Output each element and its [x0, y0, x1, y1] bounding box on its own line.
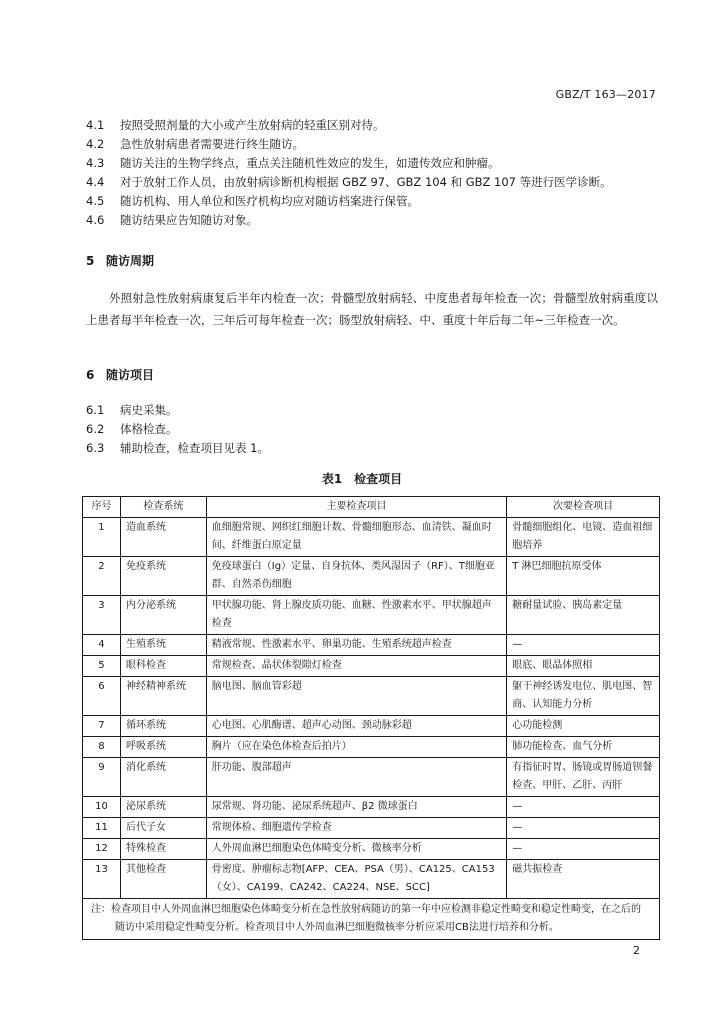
cell-no: 13	[83, 860, 121, 899]
cell-no: 4	[83, 635, 121, 656]
table-row	[83, 860, 660, 899]
cell-system: 造血系统	[120, 518, 206, 557]
table-note-cell	[83, 899, 660, 940]
table-caption	[0, 470, 724, 487]
clause-number: 4.5	[86, 194, 105, 208]
cell-main: 甲状腺功能、肾上腺皮质功能、血糖、性激素水平、甲状腺超声检查	[206, 596, 506, 635]
table-row	[83, 518, 660, 557]
standard-code: GBZ/T 163—2017	[555, 88, 656, 101]
cell-no: 10	[83, 797, 121, 818]
cell-secondary: 肺功能检查、血气分析	[507, 737, 660, 758]
table-row	[83, 839, 660, 860]
clause-6-2	[86, 420, 656, 439]
cell-secondary: —	[507, 797, 660, 818]
cell-system: 后代子女	[120, 818, 206, 839]
clause-number: 4.3	[86, 156, 105, 170]
cell-no: 9	[83, 758, 121, 797]
cell-no: 6	[83, 677, 121, 716]
cell-main: 尿常规、肾功能、泌尿系统超声、β2 微球蛋白	[206, 797, 506, 818]
table-note: 注：检查项目中人外周血淋巴细胞染色体畸变分析在急性放射病随访的第一年中应检测非稳定性畸变和稳定性畸变，在之后的随访中采用稳定性畸变分析。检查项目中人外周血淋巴细胞微核率分析应采用CB法进行培养和分析。	[91, 904, 641, 933]
clause-number: 6.1	[86, 403, 105, 417]
cell-system: 免疫系统	[120, 557, 206, 596]
table-row	[83, 557, 660, 596]
inspection-items-table	[82, 496, 660, 940]
cell-secondary: 心功能检测	[507, 716, 660, 737]
clause-text: 按照受照剂量的大小或产生放射病的轻重区别对待。	[120, 118, 385, 132]
clause-4-5	[86, 192, 656, 211]
cell-system: 特殊检查	[120, 839, 206, 860]
clause-text: 随访关注的生物学终点，重点关注随机性效应的发生，如遗传效应和肿瘤。	[120, 156, 500, 170]
clause-6-3	[86, 439, 656, 458]
section-6-heading	[86, 366, 154, 383]
clause-number: 4.2	[86, 137, 105, 151]
cell-no: 5	[83, 656, 121, 677]
table-row	[83, 596, 660, 635]
clause-text: 随访结果应告知随访对象。	[120, 213, 258, 227]
cell-no: 1	[83, 518, 121, 557]
cell-secondary: —	[507, 635, 660, 656]
section-title: 随访项目	[106, 368, 155, 382]
section-5-heading	[86, 252, 154, 269]
cell-main: 血细胞常规、网织红细胞计数、骨髓细胞形态、血清铁、凝血时间、纤维蛋白原定量	[206, 518, 506, 557]
cell-main: 常规检查、晶状体裂隙灯检查	[206, 656, 506, 677]
clause-text: 随访机构、用人单位和医疗机构均应对随访档案进行保管。	[120, 194, 419, 208]
clause-4-6	[86, 211, 656, 230]
clause-number: 4.1	[86, 118, 105, 132]
cell-no: 12	[83, 839, 121, 860]
section-6-clauses	[86, 401, 656, 458]
clause-text: 对于放射工作人员，由放射病诊断机构根据 GBZ 97、GBZ 104 和 GBZ 107 等进行医学诊断。	[120, 175, 612, 189]
cell-secondary: 眼底、眼晶体照相	[507, 656, 660, 677]
table-row	[83, 677, 660, 716]
table-row	[83, 797, 660, 818]
cell-secondary: T 淋巴细胞抗原受体	[507, 557, 660, 596]
clause-number: 4.4	[86, 175, 105, 189]
cell-no: 3	[83, 596, 121, 635]
clause-4-1	[86, 116, 656, 135]
section-title: 随访周期	[106, 254, 155, 268]
clause-4-2	[86, 135, 656, 154]
cell-system: 内分泌系统	[120, 596, 206, 635]
clause-number: 6.2	[86, 422, 105, 436]
section-number: 6	[86, 368, 95, 382]
cell-system: 消化系统	[120, 758, 206, 797]
cell-secondary: 磁共振检查	[507, 860, 660, 899]
cell-main: 骨密度、肿瘤标志物[AFP、CEA、PSA（男）、CA125、CA153（女）、CA199、CA242、CA224、NSE、SCC]	[206, 860, 506, 899]
cell-system: 生殖系统	[120, 635, 206, 656]
cell-main: 脑电图、脑血管彩超	[206, 677, 506, 716]
cell-system: 眼科检查	[120, 656, 206, 677]
clause-number: 6.3	[86, 441, 105, 455]
table-row	[83, 737, 660, 758]
cell-main: 精液常规、性激素水平、卵巢功能、生殖系统超声检查	[206, 635, 506, 656]
clause-4-4	[86, 173, 656, 192]
table-row	[83, 656, 660, 677]
cell-no: 8	[83, 737, 121, 758]
table-title: 检查项目	[354, 472, 403, 486]
table-note-row	[83, 899, 660, 940]
clause-number: 4.6	[86, 213, 105, 227]
clause-text: 病史采集。	[120, 403, 178, 417]
cell-no: 7	[83, 716, 121, 737]
section-5-paragraph: 外照射急性放射病康复后半年内检查一次；骨髓型放射病轻、中度患者每年检查一次；骨髓型放射病重度以上患者每半年检查一次，三年后可每年检查一次；肠型放射病轻、中、重度十年后每二年~三年检查一次。	[86, 291, 658, 327]
clause-4-3	[86, 154, 656, 173]
cell-system: 泌尿系统	[120, 797, 206, 818]
table-row	[83, 758, 660, 797]
cell-system: 神经精神系统	[120, 677, 206, 716]
cell-secondary: 躯干神经诱发电位、肌电图、智商、认知能力分析	[507, 677, 660, 716]
cell-main: 胸片（应在染色体检查后拍片）	[206, 737, 506, 758]
section-number: 5	[86, 254, 95, 268]
cell-secondary: 有指征时胃、肠镜或胃肠道钡餐检查、甲肝、乙肝、丙肝	[507, 758, 660, 797]
cell-main: 肝功能、腹部超声	[206, 758, 506, 797]
table-row	[83, 818, 660, 839]
table-number: 表1	[321, 472, 343, 486]
header-main: 主要检查项目	[206, 497, 506, 518]
clause-text: 体格检查。	[120, 422, 178, 436]
cell-main: 心电图、心肌酶谱、超声心动图、颈动脉彩超	[206, 716, 506, 737]
cell-no: 2	[83, 557, 121, 596]
cell-main: 人外周血淋巴细胞染色体畸变分析、微核率分析	[206, 839, 506, 860]
clause-text: 急性放射病患者需要进行终生随访。	[120, 137, 304, 151]
cell-main: 免疫球蛋白（Ig）定量、自身抗体、类风湿因子（RF）、T细胞亚群、自然杀伤细胞	[206, 557, 506, 596]
table-row	[83, 716, 660, 737]
cell-secondary: —	[507, 839, 660, 860]
cell-system: 呼吸系统	[120, 737, 206, 758]
cell-secondary: 糖耐量试验、胰岛素定量	[507, 596, 660, 635]
cell-secondary: —	[507, 818, 660, 839]
clause-text: 辅助检查，检查项目见表 1。	[120, 441, 269, 455]
cell-system: 其他检查	[120, 860, 206, 899]
header-system: 检查系统	[120, 497, 206, 518]
section-4-clauses	[86, 116, 656, 230]
table-row	[83, 635, 660, 656]
cell-no: 11	[83, 818, 121, 839]
cell-main: 常规体检、细胞遗传学检查	[206, 818, 506, 839]
table-header-row	[83, 497, 660, 518]
cell-system: 循环系统	[120, 716, 206, 737]
header-no: 序号	[83, 497, 121, 518]
header-secondary: 次要检查项目	[507, 497, 660, 518]
clause-6-1	[86, 401, 656, 420]
page-number: 2	[633, 944, 640, 957]
cell-secondary: 骨髓细胞组化、电镜、造血祖细胞培养	[507, 518, 660, 557]
